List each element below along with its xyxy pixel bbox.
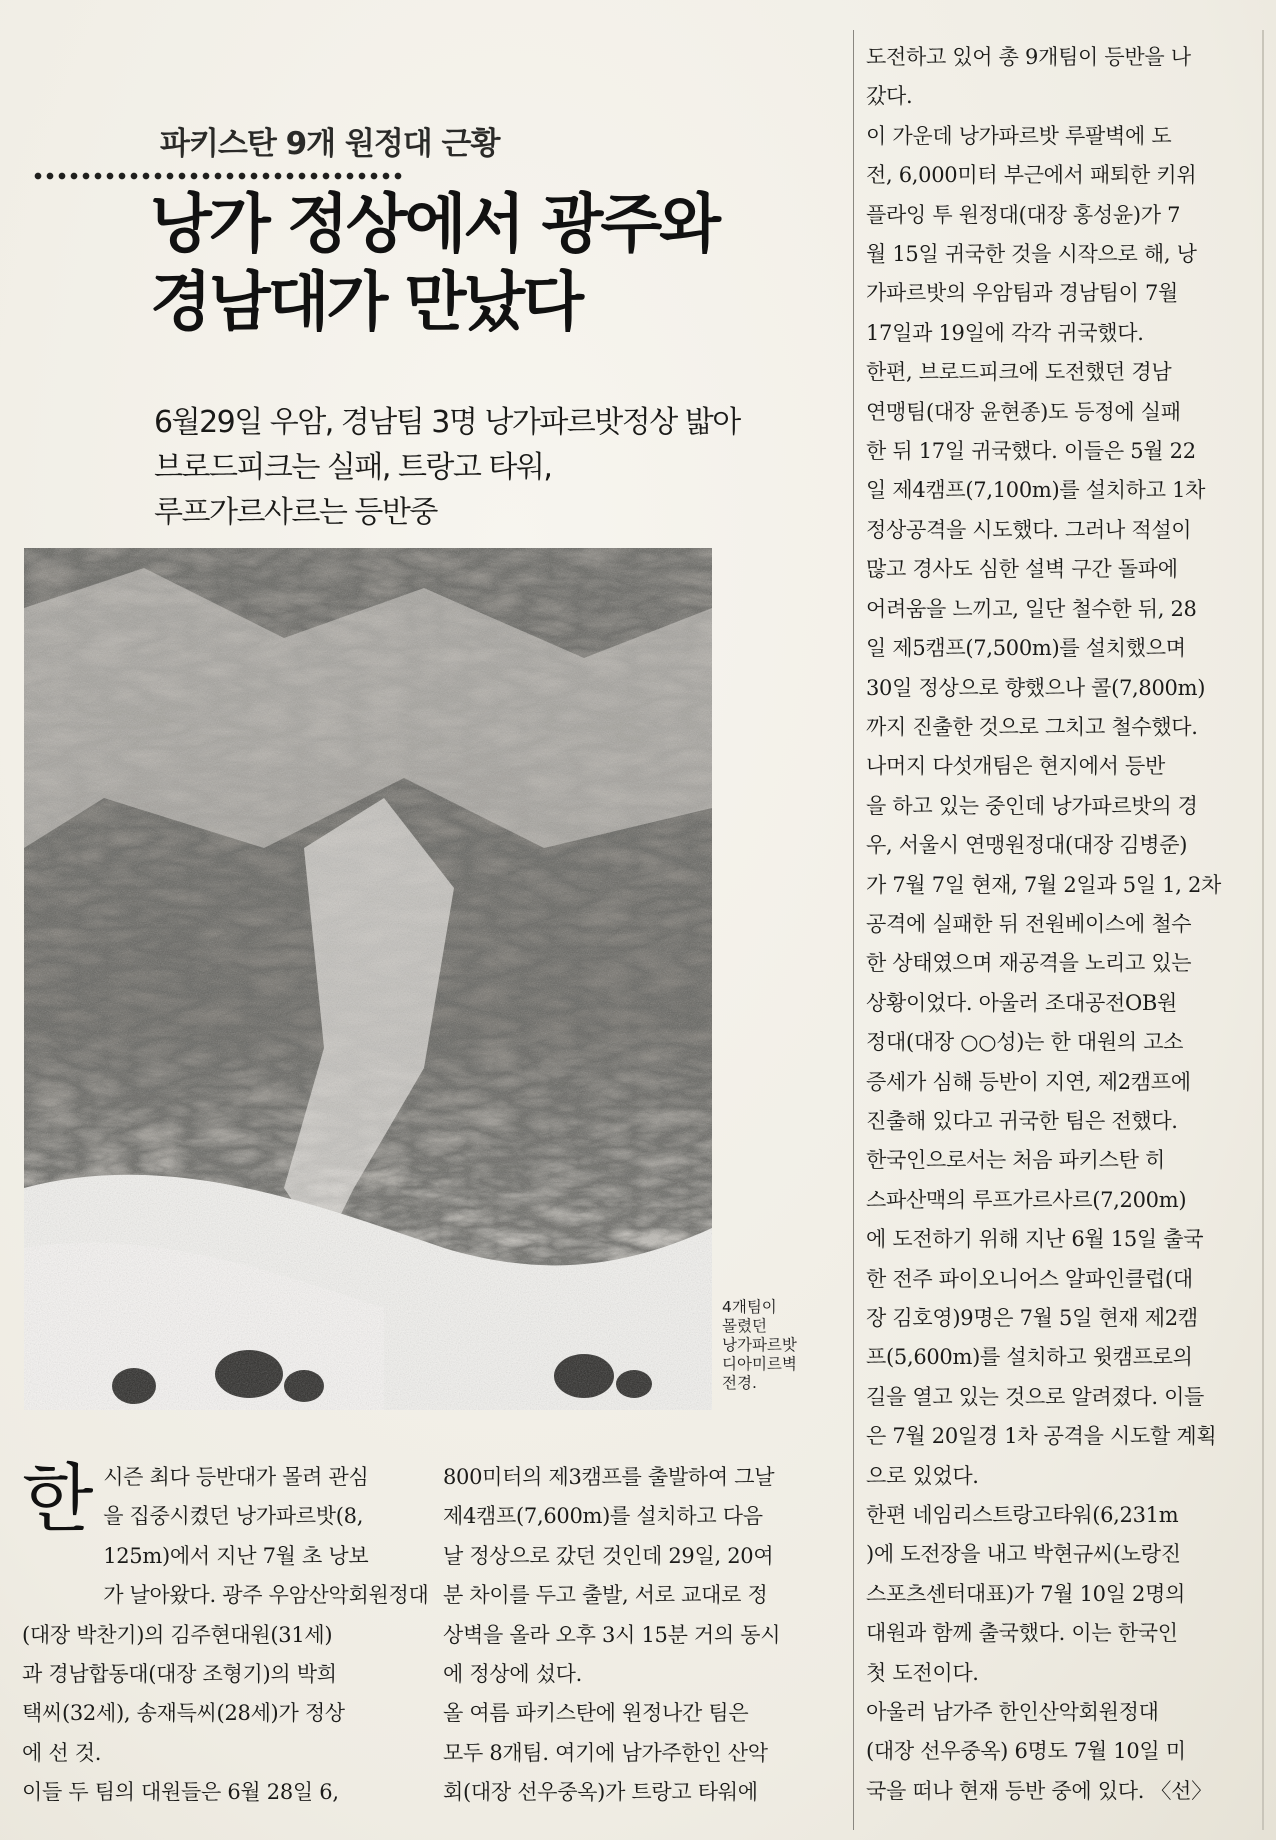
article-kicker: 파키스탄 9개 원정대 근황: [160, 126, 500, 162]
mountain-photo: [24, 548, 712, 1410]
body-line: 을 집중시켰던 낭가파르밧(8,: [103, 1504, 364, 1529]
caption-line: 낭가파르밧: [722, 1336, 797, 1354]
body-line: 날 정상으로 갔던 것인데 29일, 20여: [443, 1543, 774, 1568]
body-line: 은 7월 20일경 1차 공격을 시도할 계획: [866, 1424, 1217, 1449]
body-line: 갔다.: [866, 84, 913, 109]
body-line: 프(5,600m)를 설치하고 윗캠프로의: [866, 1345, 1193, 1370]
body-line: 한 뒤 17일 귀국했다. 이들은 5월 22: [866, 439, 1196, 464]
subheadline-line: 브로드피크는 실패, 트랑고 타워,: [154, 450, 552, 485]
body-line: 공격에 실패한 뒤 전원베이스에 철수: [866, 911, 1192, 936]
drop-cap: 한: [22, 1456, 94, 1542]
body-line: 스포츠센터대표)가 7월 10일 2명의: [866, 1581, 1186, 1606]
body-line: 상황이었다. 아울러 조대공전OB원: [866, 990, 1177, 1015]
photo-caption: [722, 1298, 832, 1393]
body-line: 이 가운데 낭가파르밧 루팔벽에 도: [866, 123, 1172, 148]
headline-line: 낭가 정상에서 광주와: [150, 188, 718, 262]
body-line: 많고 경사도 심한 설벽 구간 돌파에: [866, 557, 1178, 582]
body-line: )에 도전장을 내고 박현규씨(노랑진: [866, 1542, 1181, 1567]
body-line: 에 선 것.: [22, 1740, 102, 1765]
body-line: 정상공격을 시도했다. 그러나 적설이: [866, 517, 1192, 542]
body-line: 분 차이를 두고 출발, 서로 교대로 정: [443, 1583, 768, 1608]
body-line: 정대(대장 ○○성)는 한 대원의 고소: [866, 1030, 1184, 1055]
body-line: 이들 두 팀의 대원들은 6월 28일 6,: [22, 1780, 339, 1805]
body-line: 회(대장 선우중옥)가 트랑고 타워에: [443, 1780, 758, 1805]
body-line: 길을 열고 있는 것으로 알려졌다. 이들: [866, 1384, 1205, 1409]
body-line: 한편, 브로드피크에 도전했던 경남: [866, 360, 1172, 385]
body-line: 진출해 있다고 귀국한 팀은 전했다.: [866, 1108, 1178, 1133]
body-line: 아울러 남가주 한인산악회원정대: [866, 1700, 1159, 1725]
body-line: 택씨(32세), 송재득씨(28세)가 정상: [22, 1701, 345, 1726]
dotted-divider: [32, 170, 402, 182]
body-line: 플라잉 투 원정대(대장 홍성윤)가 7: [866, 202, 1181, 227]
body-line: 제4캠프(7,600m)를 설치하고 다음: [443, 1504, 763, 1529]
body-line: 상벽을 올라 오후 3시 15분 거의 동시: [443, 1622, 781, 1647]
body-line: 일 제5캠프(7,500m)를 설치했으며: [866, 636, 1186, 661]
article-column-1: [22, 1458, 427, 1813]
body-line: 일 제4캠프(7,100m)를 설치하고 1차: [866, 478, 1206, 503]
body-line: 과 경남합동대(대장 조형기)의 박희: [22, 1662, 337, 1687]
headline-line: 경남대가 만났다: [150, 266, 582, 340]
subheadline-line: 6월29일 우암, 경남팀 3명 낭가파르밧정상 밟아: [154, 405, 740, 440]
mountain-face-image: [24, 548, 712, 1410]
body-line: 에 정상에 섰다.: [443, 1662, 583, 1687]
body-line: (대장 선우중옥) 6명도 7월 10일 미: [866, 1739, 1186, 1764]
body-line: 올 여름 파키스탄에 원정나간 팀은: [443, 1701, 749, 1726]
body-line: 17일과 19일에 각각 귀국했다.: [866, 320, 1144, 345]
body-line: 가파르밧의 우암팀과 경남팀이 7월: [866, 281, 1178, 306]
body-line: 가 7월 7일 현재, 7월 2일과 5일 1, 2차: [866, 872, 1222, 897]
body-line: 까지 진출한 것으로 그치고 철수했다.: [866, 714, 1198, 739]
body-line: 모두 8개팀. 여기에 남가주한인 산악: [443, 1740, 768, 1765]
article-headline: [150, 186, 730, 342]
body-line: 에 도전하기 위해 지난 6월 15일 출국: [866, 1227, 1204, 1252]
body-line: (대장 박찬기)의 김주현대원(31세): [22, 1622, 333, 1647]
body-line: 30일 정상으로 향했으나 콜(7,800m): [866, 675, 1206, 700]
caption-line: 디아미르벽: [722, 1355, 797, 1373]
body-line: 나머지 다섯개팀은 현지에서 등반: [866, 754, 1165, 779]
body-line: 도전하고 있어 총 9개팀이 등반을 나: [866, 45, 1191, 69]
body-line: 대원과 함께 출국했다. 이는 한국인: [866, 1621, 1178, 1646]
body-line: 전, 6,000미터 부근에서 패퇴한 키위: [866, 163, 1197, 188]
body-line: 한편 네임리스트랑고타워(6,231m: [866, 1503, 1179, 1528]
caption-line: 전경.: [722, 1374, 757, 1392]
page-edge: [1262, 30, 1264, 1830]
body-line: 어려움을 느끼고, 일단 철수한 뒤, 28: [866, 596, 1197, 621]
body-line: 한 전주 파이오니어스 알파인클럽(대: [866, 1266, 1193, 1291]
body-line: 스파산맥의 루프가르사르(7,200m): [866, 1187, 1187, 1212]
subheadline-line: 루프가르사르는 등반중: [154, 495, 437, 530]
body-line: 800미터의 제3캠프를 출발하여 그날: [443, 1465, 775, 1489]
article-column-2: [443, 1458, 828, 1813]
article-column-3: [866, 38, 1251, 1811]
body-line: 우, 서울시 연맹원정대(대장 김병준): [866, 833, 1188, 858]
body-line: 을 하고 있는 중인데 낭가파르밧의 경: [866, 793, 1198, 818]
body-line: 국을 떠나 현재 등반 중에 있다. 〈선〉: [866, 1778, 1212, 1803]
article-subheadline: [154, 400, 844, 535]
body-line: 한국인으로서는 처음 파키스탄 히: [866, 1148, 1165, 1173]
body-line: 월 15일 귀국한 것을 시작으로 해, 낭: [866, 242, 1197, 267]
body-line: 시즌 최다 등반대가 몰려 관심: [103, 1465, 369, 1489]
body-line: 장 김호영)9명은 7월 5일 현재 제2캠: [866, 1306, 1198, 1330]
body-line: 첫 도전이다.: [866, 1660, 979, 1685]
column-rule: [853, 30, 854, 1830]
body-line: 연맹팀(대장 윤현종)도 등정에 실패: [866, 399, 1181, 424]
caption-line: 4개팀이: [722, 1298, 777, 1316]
body-line: 125m)에서 지난 7월 초 낭보: [103, 1543, 369, 1568]
body-line: 한 상태였으며 재공격을 노리고 있는: [866, 951, 1192, 976]
body-line: 으로 있었다.: [866, 1463, 979, 1488]
body-line: 가 날아왔다. 광주 우암산악회원정대: [103, 1583, 429, 1608]
body-line: 증세가 심해 등반이 지연, 제2캠프에: [866, 1069, 1191, 1094]
caption-line: 몰렸던: [722, 1317, 767, 1335]
